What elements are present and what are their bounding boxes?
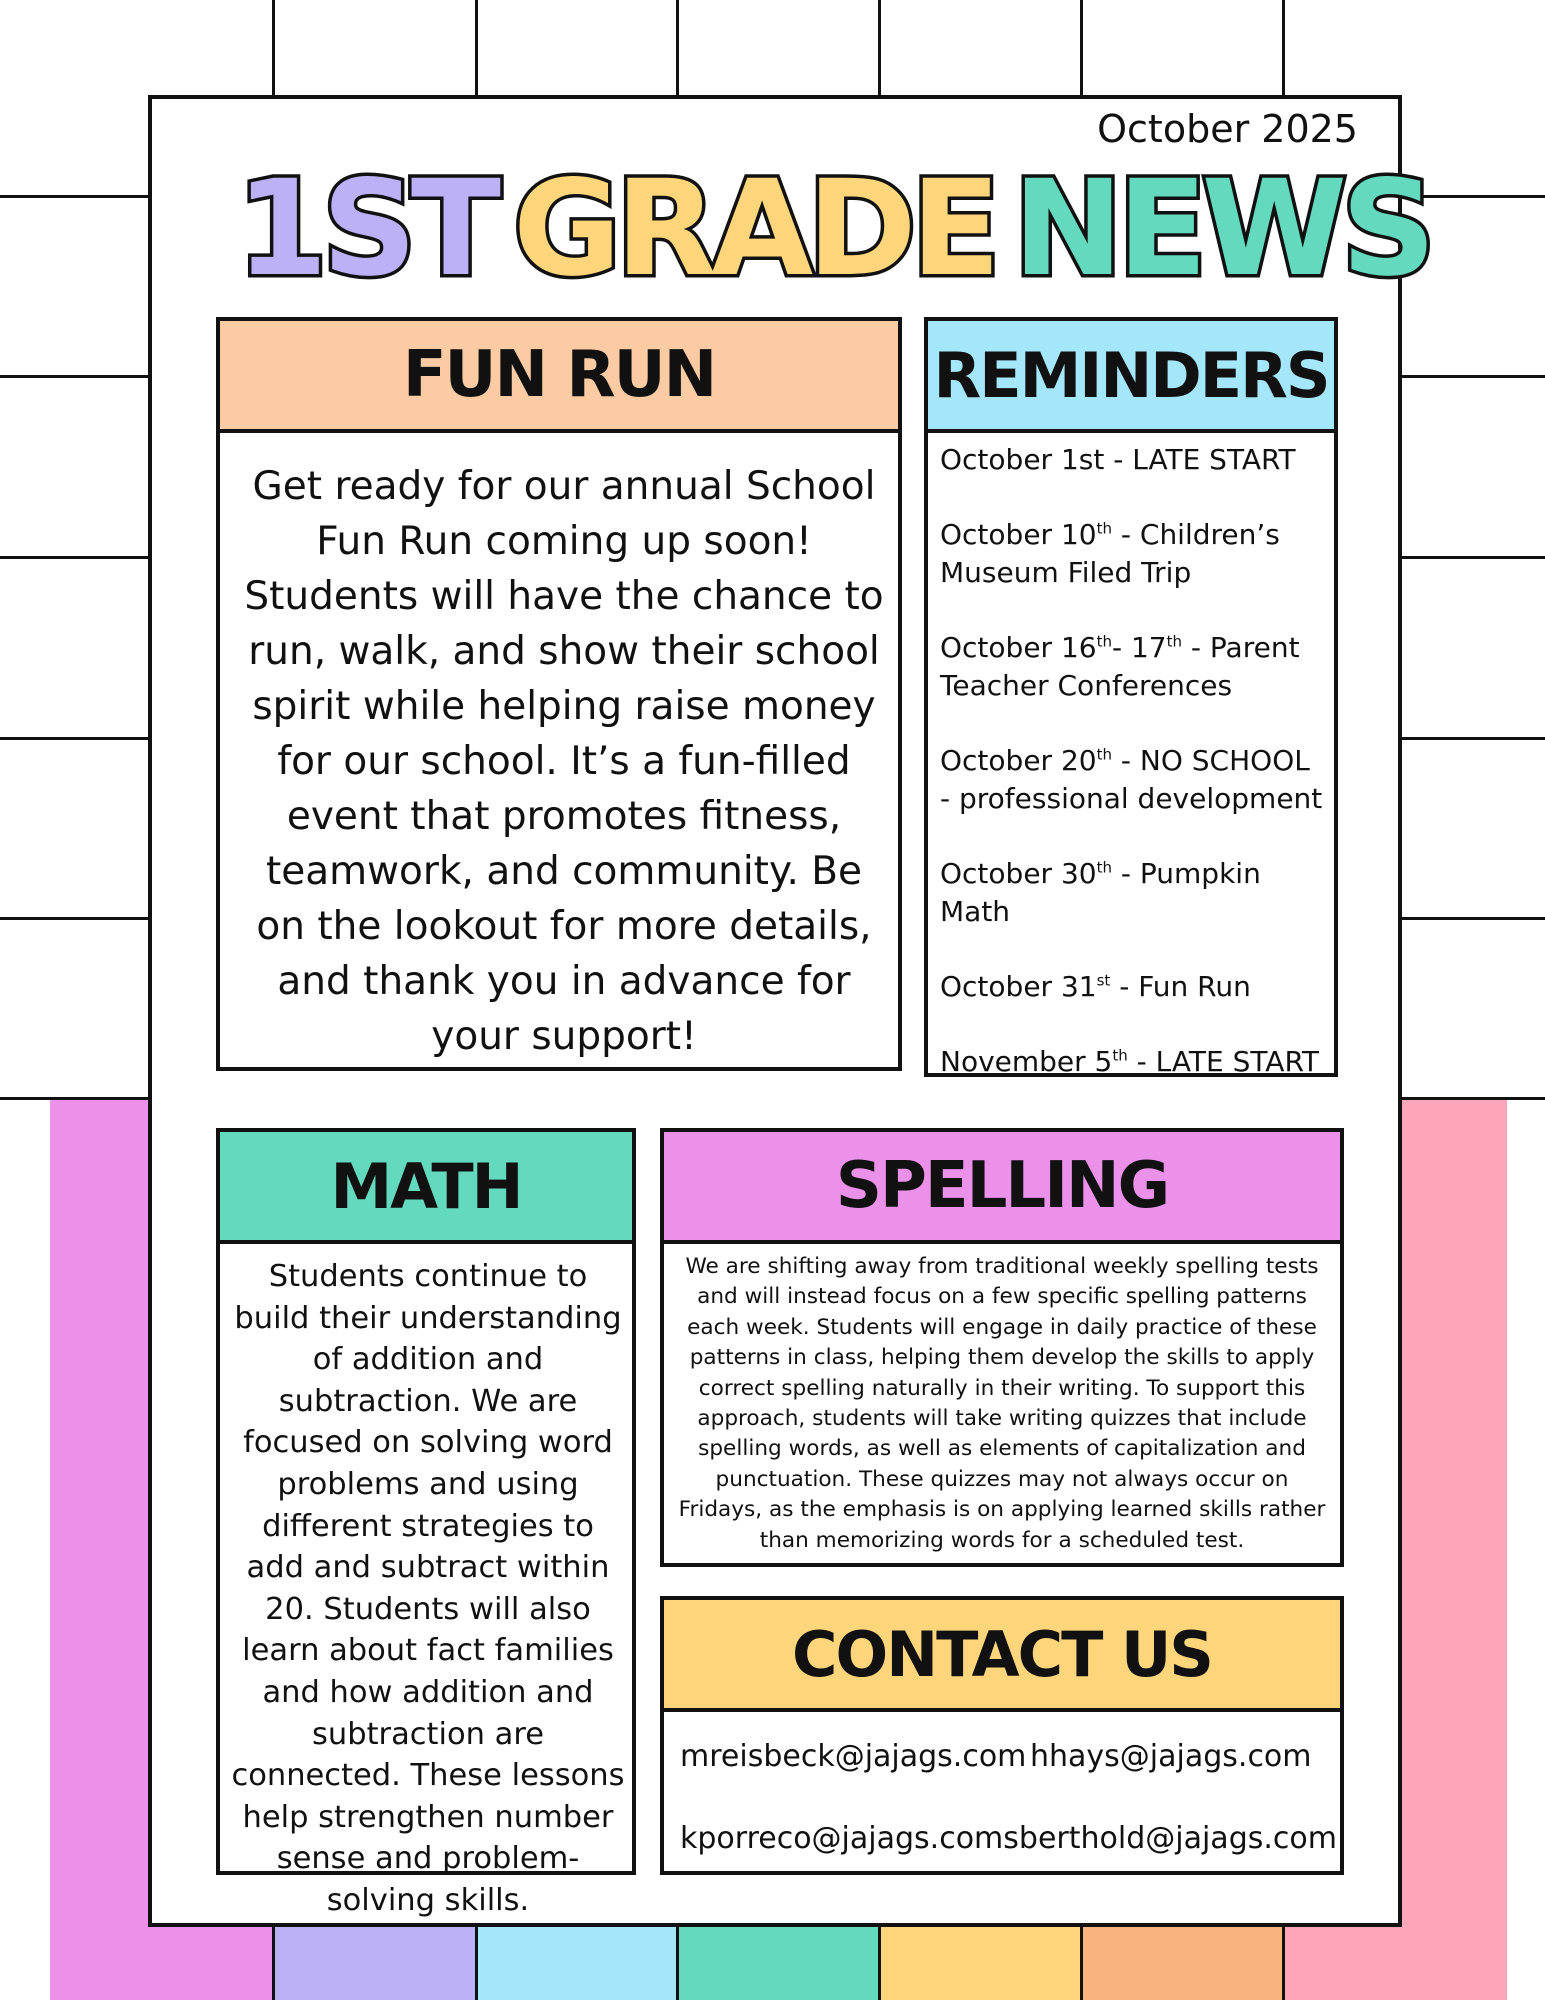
spelling-heading: SPELLING: [664, 1132, 1340, 1244]
reminder-item: [940, 968, 1326, 1006]
reminder-text: - Children’s Museum Filed Trip: [940, 518, 1280, 589]
title-part-1st: 1ST: [236, 152, 495, 306]
reminder-date: October 1st: [940, 443, 1105, 476]
newsletter-date: October 2025: [1097, 107, 1358, 151]
reminder-text: - Parent Teacher Conferences: [940, 631, 1300, 702]
fun-run-heading: FUN RUN: [220, 321, 898, 433]
reminder-text: - LATE START: [1104, 443, 1296, 476]
reminders-heading: REMINDERS: [928, 321, 1334, 433]
reminders-list: [928, 429, 1334, 1078]
reminder-suffix: th: [1096, 745, 1112, 764]
spelling-body: We are shifting away from traditional weekly spelling tests and will instead focus on a few specific spelling patterns each week. Students will engage in daily practice of these patterns in class, helping them develop the skills to apply correct spelling naturally in their writing. To support this approach, students will take writing quizzes that include spelling words, as well as elements of capitalization and punctuation. These quizzes may not always occur on Fridays, as the emphasis is on applying learned skills rather than memorizing words for a scheduled test.: [678, 1254, 1326, 1553]
reminder-date: October 20: [940, 744, 1097, 777]
fun-run-section: [216, 317, 902, 1071]
reminder-suffix: th: [1166, 632, 1183, 651]
reminder-suffix: th: [1096, 519, 1112, 538]
reminder-text: - Fun Run: [1110, 970, 1251, 1003]
contact-row: [680, 1818, 1337, 1860]
reminder-date: October 30: [940, 857, 1097, 890]
reminder-suffix: th: [1096, 632, 1112, 651]
reminder-item: [940, 629, 1326, 705]
math-section: [216, 1128, 636, 1918]
contact-section: [660, 1596, 1344, 1875]
reminders-section: [924, 317, 1338, 1077]
reminder-date: October 31: [940, 970, 1097, 1003]
contact-heading: CONTACT US: [664, 1600, 1340, 1712]
contact-email[interactable]: mreisbeck@jajags.com: [680, 1739, 1027, 1774]
reminder-item: [940, 516, 1326, 592]
reminder-suffix: st: [1096, 971, 1111, 990]
reminder-item: [940, 855, 1326, 931]
reminder-text: - NO SCHOOL - professional development: [940, 744, 1323, 815]
reminder-text: - Pumpkin Math: [940, 857, 1261, 928]
reminder-date-end: - 17: [1111, 631, 1167, 664]
math-body: Students continue to build their understanding of addition and subtraction. We are focused on solving word problems and using different strategies to add and subtract within 20. Students will also learn about fact families and how addition and subtraction are connected. These lessons help strengthen number sense and problem-solving skills.: [231, 1259, 625, 1918]
newsletter-title: [236, 152, 1431, 306]
contact-email[interactable]: sberthold@jajags.com: [1003, 1821, 1337, 1856]
fun-run-body: Get ready for our annual School Fun Run coming up soon! Students will have the chance to run, walk, and show their school spirit while helping raise money for our school. It’s a fun-filled event that promotes fitness, teamwork, and community. Be on the lookout for more details, and thank you in advance for your support!: [244, 464, 884, 1059]
reminder-suffix: th: [1112, 1046, 1128, 1065]
math-heading: MATH: [220, 1132, 632, 1244]
newsletter-page: [148, 95, 1431, 1927]
reminder-date: October 16: [940, 631, 1097, 664]
spelling-section: [660, 1128, 1344, 1567]
reminder-item: [940, 742, 1326, 818]
contact-emails: [664, 1708, 1340, 1871]
reminder-date: November 5: [940, 1045, 1113, 1078]
title-part-news: NEWS: [1012, 152, 1431, 306]
reminder-text: - LATE START: [1127, 1045, 1319, 1078]
contact-row: [680, 1736, 1332, 1778]
reminder-date: October 10: [940, 518, 1097, 551]
contact-email[interactable]: kporreco@jajags.com: [680, 1821, 1004, 1856]
contact-email[interactable]: hhays@jajags.com: [1030, 1739, 1312, 1774]
reminder-item: [940, 441, 1326, 479]
reminder-item: [940, 1043, 1326, 1081]
title-part-grade: GRADE: [512, 152, 995, 306]
reminder-suffix: th: [1096, 858, 1112, 877]
